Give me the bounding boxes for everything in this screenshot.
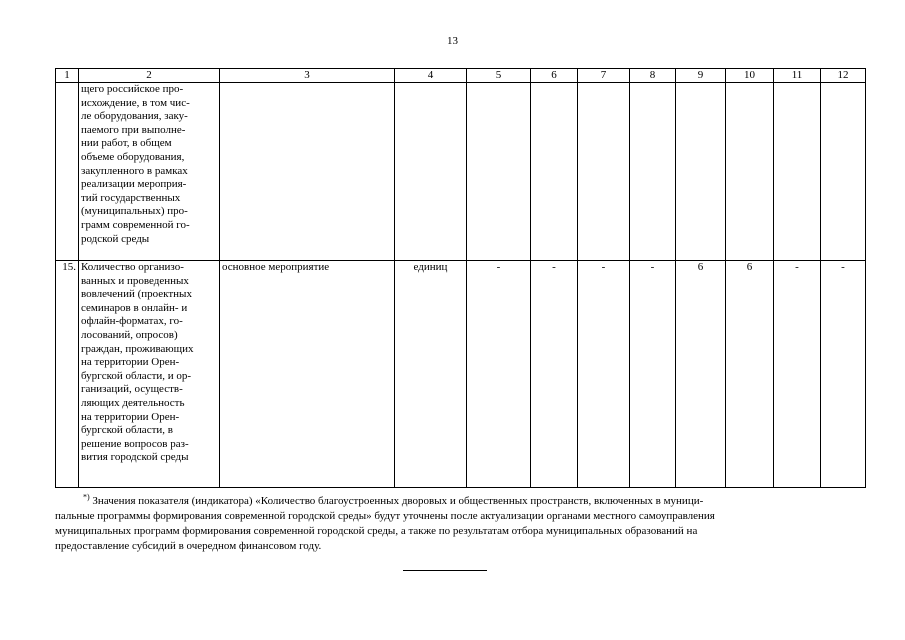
indicator-name-line: паемого при выполне- bbox=[81, 123, 186, 136]
indicator-name-line: Количество организо- bbox=[81, 261, 184, 273]
indicator-unit: единиц bbox=[395, 261, 467, 488]
indicator-type bbox=[220, 83, 395, 261]
value-cell: - bbox=[774, 261, 821, 488]
column-number: 10 bbox=[726, 69, 774, 83]
indicator-name-line: щего российское про- bbox=[81, 83, 184, 95]
value-cell bbox=[630, 83, 676, 261]
value-cell: - bbox=[630, 261, 676, 488]
indicator-name-line: вовлечений (проектных bbox=[81, 288, 192, 301]
column-number: 8 bbox=[630, 69, 676, 83]
indicator-name-line: нии работ, в общем bbox=[81, 137, 172, 150]
footnote-line: муниципальных программ формирования современной городской среды, а также по результатам отбора муниципальных образований на bbox=[55, 525, 698, 537]
column-number: 6 bbox=[531, 69, 578, 83]
indicator-name-line: ляющих деятельность bbox=[81, 396, 185, 409]
page-number: 13 bbox=[447, 35, 458, 47]
footnote-marker: *) bbox=[83, 492, 90, 502]
column-number: 9 bbox=[676, 69, 726, 83]
indicator-name-line: реализации мероприя- bbox=[81, 178, 187, 191]
footnote-first-line bbox=[55, 494, 845, 509]
row-number: 15. bbox=[56, 261, 79, 488]
row-number bbox=[56, 83, 79, 261]
indicator-name-line: на территории Орен- bbox=[81, 410, 180, 423]
value-cell bbox=[774, 83, 821, 261]
value-cell: - bbox=[578, 261, 630, 488]
value-cell: 6 bbox=[676, 261, 726, 488]
indicator-name-line: бургской области, в bbox=[81, 424, 173, 437]
indicator-name-line: родской среды bbox=[81, 232, 150, 245]
indicator-name-line: лосований, опросов) bbox=[81, 328, 178, 341]
column-number: 12 bbox=[821, 69, 866, 83]
indicator-name-line: офлайн-форматах, го- bbox=[81, 315, 183, 328]
value-cell bbox=[726, 83, 774, 261]
indicator-name bbox=[79, 83, 220, 261]
indicator-name-line: тий государственных bbox=[81, 191, 181, 204]
column-number: 11 bbox=[774, 69, 821, 83]
footnote bbox=[55, 494, 845, 554]
footnote-line: предоставление субсидий в очередном финансовом году. bbox=[55, 540, 322, 552]
indicator-table bbox=[55, 68, 866, 488]
value-cell bbox=[676, 83, 726, 261]
indicator-name-line: закупленного в рамках bbox=[81, 164, 188, 177]
indicator-name-line: ванных и проведенных bbox=[81, 274, 189, 287]
indicator-name-line: исхождение, в том чис- bbox=[81, 96, 190, 109]
column-number: 3 bbox=[220, 69, 395, 83]
footnote-rule bbox=[403, 570, 487, 571]
indicator-name-line: решение вопросов раз- bbox=[81, 437, 189, 450]
indicator-name-line: объеме оборудования, bbox=[81, 150, 185, 163]
footnote-text: Значения показателя (индикатора) «Количество благоустроенных дворовых и общественных пространств, включенных в муници- bbox=[92, 495, 704, 507]
value-cell bbox=[467, 83, 531, 261]
indicator-name-line: на территории Орен- bbox=[81, 356, 180, 369]
indicator-name-line: граждан, проживающих bbox=[81, 342, 194, 355]
indicator-name-line: ганизаций, осуществ- bbox=[81, 383, 183, 396]
footnote-line: пальные программы формирования современной городской среды» будут уточнены после актуализации органами местного самоуправления bbox=[55, 510, 715, 522]
indicator-type: основное мероприятие bbox=[220, 261, 395, 488]
value-cell: 6 bbox=[726, 261, 774, 488]
indicator-name-line: (муниципальных) про- bbox=[81, 205, 188, 218]
column-number: 5 bbox=[467, 69, 531, 83]
value-cell: - bbox=[821, 261, 866, 488]
column-number: 2 bbox=[79, 69, 220, 83]
value-cell bbox=[531, 83, 578, 261]
value-cell bbox=[578, 83, 630, 261]
indicator-name-line: бургской области, и ор- bbox=[81, 369, 192, 382]
value-cell: - bbox=[531, 261, 578, 488]
indicator-name-line: грамм современной го- bbox=[81, 218, 190, 231]
column-number: 4 bbox=[395, 69, 467, 83]
indicator-unit bbox=[395, 83, 467, 261]
column-number: 1 bbox=[56, 69, 79, 83]
value-cell: - bbox=[467, 261, 531, 488]
value-cell bbox=[821, 83, 866, 261]
column-number-row bbox=[56, 69, 866, 83]
indicator-name-line: вития городской среды bbox=[81, 451, 189, 464]
indicator-name-line: ле оборудования, заку- bbox=[81, 110, 188, 123]
indicator-name-line: семинаров в онлайн- и bbox=[81, 301, 188, 314]
table-row bbox=[56, 261, 866, 488]
table-row bbox=[56, 83, 866, 261]
indicator-name bbox=[79, 261, 220, 488]
column-number: 7 bbox=[578, 69, 630, 83]
